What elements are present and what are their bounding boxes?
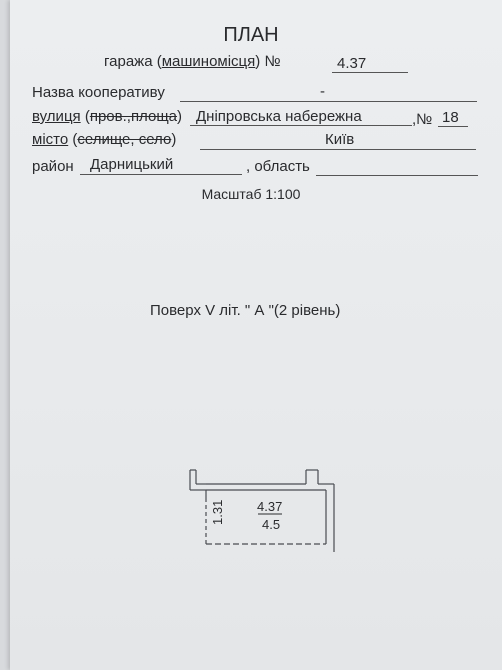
garage-subtitle bbox=[104, 53, 281, 70]
cooperative-label: Назва кооперативу bbox=[32, 84, 165, 101]
floor-label: Поверх V літ. " А "(2 рівень) bbox=[150, 302, 341, 319]
subtitle-suffix: ) № bbox=[255, 53, 281, 70]
subtitle-underlined: машиномісця bbox=[161, 53, 256, 70]
region-underline bbox=[316, 175, 478, 176]
city-label bbox=[32, 131, 176, 148]
subtitle-prefix: гаража ( bbox=[104, 53, 162, 70]
street-label bbox=[32, 108, 182, 125]
height-dimension: 1.31 bbox=[210, 499, 225, 525]
street-label-underlined: вулиця bbox=[32, 108, 81, 125]
area-number: 4.37 bbox=[257, 499, 283, 514]
district-value: Дарницький bbox=[90, 156, 174, 173]
street-label-paren: ( bbox=[80, 108, 90, 125]
city-underline bbox=[200, 149, 476, 150]
house-number-value: 18 bbox=[442, 109, 459, 126]
street-underline bbox=[190, 125, 412, 126]
cooperative-value: - bbox=[320, 83, 325, 100]
city-label-underlined: місто bbox=[32, 131, 69, 148]
region-label: , область bbox=[246, 158, 310, 175]
scale-label: Масштаб 1:100 bbox=[201, 186, 301, 202]
city-label-paren: ( bbox=[68, 131, 78, 148]
street-label-strike: пров.,площа bbox=[89, 108, 178, 125]
house-number-underline bbox=[438, 126, 468, 127]
district-underline bbox=[80, 174, 242, 175]
garage-number: 4.37 bbox=[337, 55, 367, 72]
number-underline bbox=[332, 72, 408, 73]
city-label-paren-close: ) bbox=[171, 131, 177, 148]
document-title: ПЛАН bbox=[223, 24, 279, 46]
street-label-paren-close: ) bbox=[177, 108, 183, 125]
city-value: Київ bbox=[325, 131, 355, 148]
cooperative-underline bbox=[180, 101, 477, 102]
area-value: 4.5 bbox=[262, 517, 281, 532]
street-value: Дніпровська набережна bbox=[196, 108, 362, 125]
house-number-label: ,№ bbox=[412, 111, 433, 128]
city-label-strike: селище, село bbox=[77, 131, 172, 148]
district-label: район bbox=[32, 158, 74, 175]
